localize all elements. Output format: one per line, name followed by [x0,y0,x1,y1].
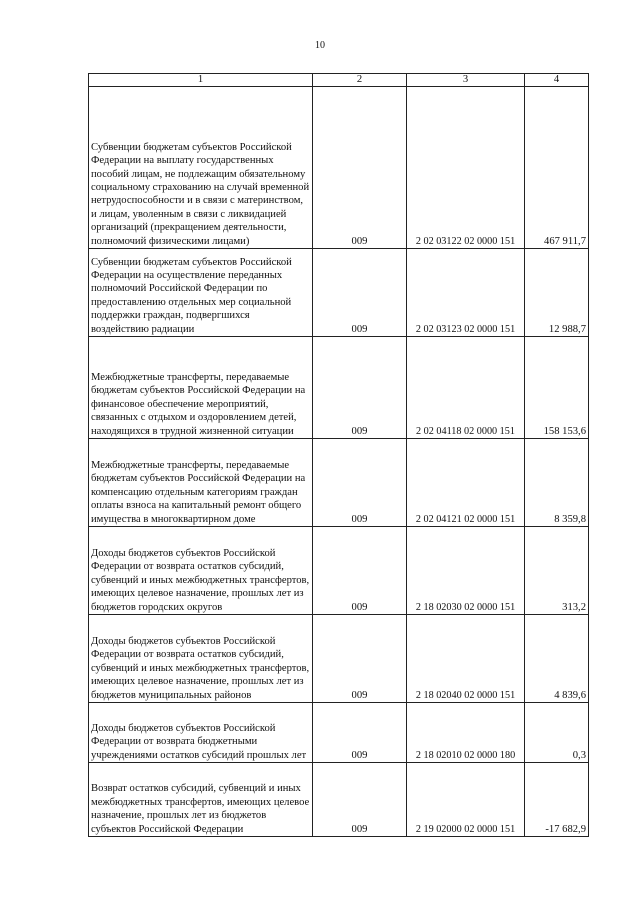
row-admin-code: 009 [313,763,407,837]
row-amount: 467 911,7 [525,87,589,249]
row-amount: 8 359,8 [525,439,589,527]
row-description: Субвенции бюджетам субъектов Российской Федерации на осуществление переданных полномочий Российской Федерации по предоставлению отдельных мер социальной поддержки граждан, подвергшихся воздействию радиации [89,249,313,337]
table-row [89,615,589,703]
table-row [89,249,589,337]
row-description: Межбюджетные трансферты, передаваемые бюджетам субъектов Российской Федерации на компенсацию отдельным категориям граждан оплаты взноса на капитальный ремонт общего имущества в многоквартирном доме [89,439,313,527]
header-col-2: 2 [313,74,407,87]
revenue-table [88,73,589,837]
row-classification-code: 2 18 02010 02 0000 180 [407,703,525,763]
row-classification-code: 2 18 02030 02 0000 151 [407,527,525,615]
table-row [89,87,589,249]
row-admin-code: 009 [313,615,407,703]
row-amount: -17 682,9 [525,763,589,837]
row-admin-code: 009 [313,337,407,439]
row-classification-code: 2 02 04121 02 0000 151 [407,439,525,527]
table-row [89,703,589,763]
row-description: Межбюджетные трансферты, передаваемые бюджетам субъектов Российской Федерации на финансовое обеспечение мероприятий, связанных с отдыхом и оздоровлением детей, находящихся в трудной жизненной ситуации [89,337,313,439]
row-amount: 158 153,6 [525,337,589,439]
header-col-4: 4 [525,74,589,87]
row-admin-code: 009 [313,439,407,527]
row-admin-code: 009 [313,249,407,337]
row-amount: 0,3 [525,703,589,763]
table-row [89,763,589,837]
row-description: Доходы бюджетов субъектов Российской Федерации от возврата остатков субсидий, субвенций и иных межбюджетных трансфертов, имеющих целевое назначение, прошлых лет из бюджетов городских округов [89,527,313,615]
page-number: 10 [315,40,325,51]
row-amount: 4 839,6 [525,615,589,703]
row-classification-code: 2 02 03122 02 0000 151 [407,87,525,249]
row-admin-code: 009 [313,87,407,249]
row-description: Доходы бюджетов субъектов Российской Федерации от возврата бюджетными учреждениями остатков субсидий прошлых лет [89,703,313,763]
row-amount: 12 988,7 [525,249,589,337]
header-col-3: 3 [407,74,525,87]
row-classification-code: 2 02 04118 02 0000 151 [407,337,525,439]
header-col-1: 1 [89,74,313,87]
row-admin-code: 009 [313,703,407,763]
header-row [89,74,589,87]
table-row [89,527,589,615]
row-description: Субвенции бюджетам субъектов Российской Федерации на выплату государственных пособий лицам, не подлежащим обязательному социальному страхованию на случай временной нетрудоспособности и в связи с материнством, и лицам, уволенным в связи с ликвидацией организаций (прекращением деятельности, полномочий физическими лицами) [89,87,313,249]
row-description: Доходы бюджетов субъектов Российской Федерации от возврата остатков субсидий, субвенций и иных межбюджетных трансфертов, имеющих целевое назначение, прошлых лет из бюджетов муниципальных районов [89,615,313,703]
row-classification-code: 2 18 02040 02 0000 151 [407,615,525,703]
row-admin-code: 009 [313,527,407,615]
row-classification-code: 2 02 03123 02 0000 151 [407,249,525,337]
row-description: Возврат остатков субсидий, субвенций и иных межбюджетных трансфертов, имеющих целевое назначение, прошлых лет из бюджетов субъектов Российской Федерации [89,763,313,837]
row-amount: 313,2 [525,527,589,615]
row-classification-code: 2 19 02000 02 0000 151 [407,763,525,837]
table-row [89,439,589,527]
table-row [89,337,589,439]
